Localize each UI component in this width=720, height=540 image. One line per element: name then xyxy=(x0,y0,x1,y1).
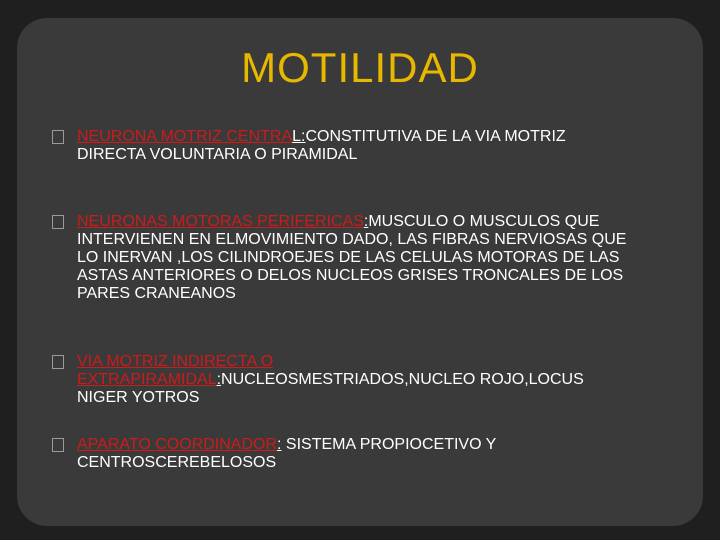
bullet-term: NEURONAS MOTORAS PERIFERICAS xyxy=(77,213,364,230)
bullet-marker-icon xyxy=(52,438,64,452)
bullet-marker-icon xyxy=(52,215,64,229)
bullet-text xyxy=(77,353,637,407)
slide-title: MOTILIDAD xyxy=(241,44,479,91)
bullet-text xyxy=(77,128,637,164)
bullet-colon: : xyxy=(301,128,306,145)
bullet-term: VIA MOTRIZ INDIRECTA O EXTRAPIRAMIDAL xyxy=(77,353,274,388)
bullet-description: CONSTITUTIVA DE LA VIA MOTRIZ DIRECTA VOLUNTARIA O PIRAMIDAL xyxy=(77,128,566,163)
bullet-term: NEURONA MOTRIZ CENTRA xyxy=(77,128,293,145)
bullet-text xyxy=(77,436,637,472)
bullet-colon: : xyxy=(277,436,282,453)
bullet-description: MUSCULO O MUSCULOS QUE INTERVIENEN EN ELMOVIMIENTO DADO, LAS FIBRAS NERVIOSAS QUE LO INERVAN ,LOS CILINDROEJES DE LAS CELULAS MOTORAS DE LAS ASTAS ANTERIORES O DELOS NUCLEOS GRISES TRONCALES DE LOS PARES CRANEANOS xyxy=(77,213,627,302)
bullet-text xyxy=(77,213,637,303)
bullet-colon: : xyxy=(363,213,369,230)
bullet-term-suffix: L xyxy=(292,128,302,145)
bullet-term: APARATO COORDINADOR xyxy=(77,436,278,453)
bullet-description: SISTEMA PROPIOCETIVO Y CENTROSCEREBELOSOS xyxy=(77,436,497,471)
bullet-description: NUCLEOSMESTRIADOS,NUCLEO ROJO,LOCUS NIGER YOTROS xyxy=(77,371,584,406)
bullet-colon: : xyxy=(216,371,222,388)
bullet-marker-icon xyxy=(52,355,64,369)
bullet-marker-icon xyxy=(52,130,64,144)
